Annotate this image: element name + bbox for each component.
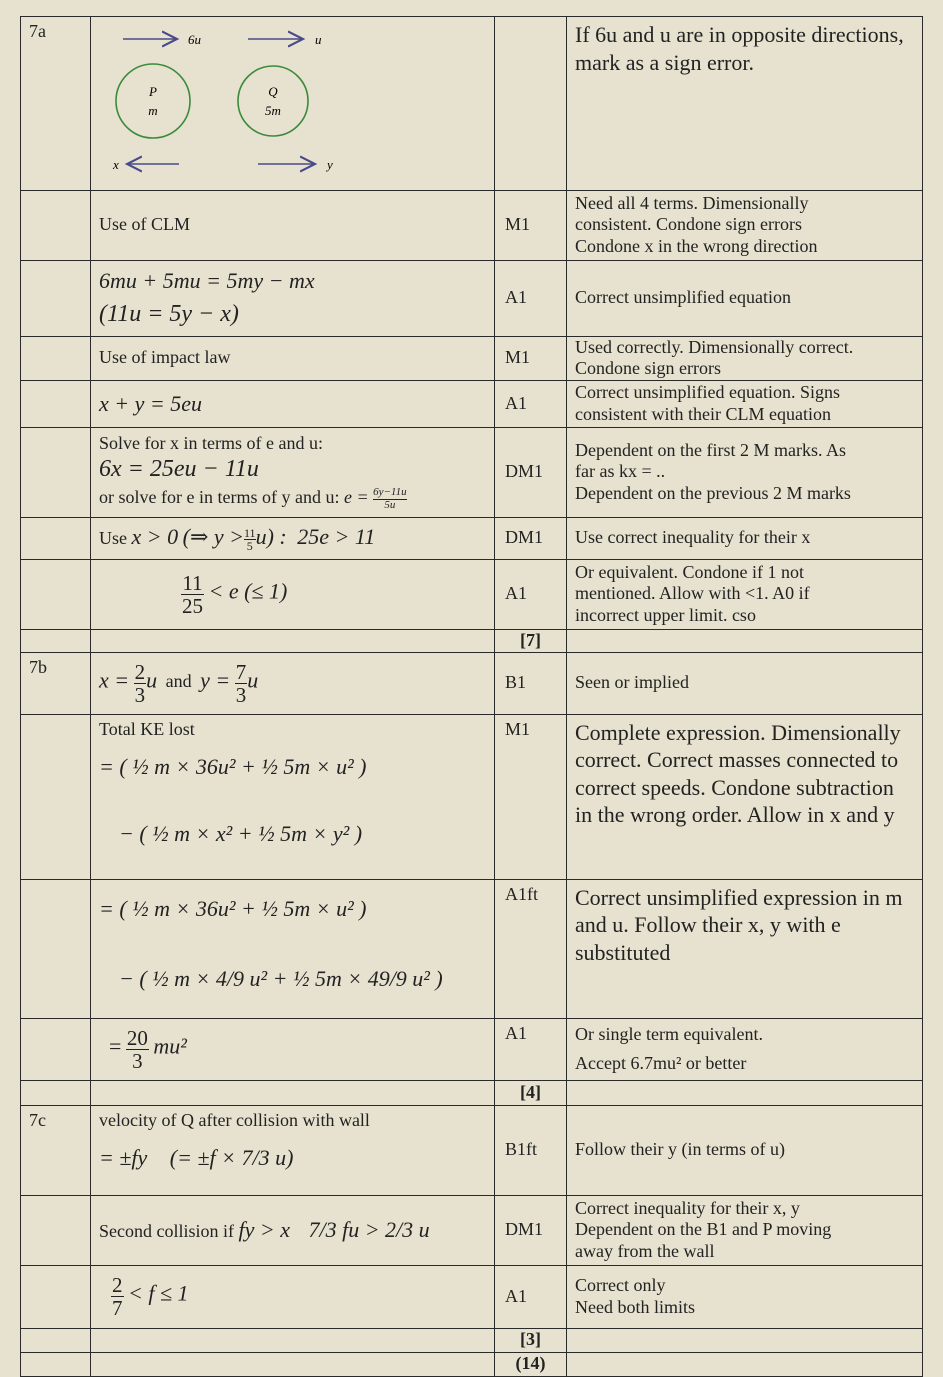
- row-7a-use-inequality: [21, 517, 923, 559]
- guidance: Correct unsimplified equation. Signs consistent with their CLM equation: [567, 380, 923, 427]
- guidance: Need all 4 terms. Dimensionally consistent. Condone sign errors Condone x in the wrong direction: [567, 190, 923, 260]
- row-7a-restitution-equation: [21, 380, 923, 427]
- mark: DM1: [495, 427, 567, 517]
- q-initial-velocity: u: [315, 32, 322, 47]
- q-final-velocity: y: [327, 157, 333, 172]
- question-label: 7a: [21, 17, 91, 191]
- row-7c-answer: [21, 1265, 923, 1328]
- row-7b-xy: [21, 652, 923, 714]
- row-7a-solve: [21, 427, 923, 517]
- row-7a-diagram: [21, 17, 923, 191]
- row-7b-answer: [21, 1018, 923, 1080]
- diagram-guidance: If 6u and u are in opposite directions, mark as a sign error.: [567, 17, 923, 191]
- velocity-cell: velocity of Q after collision with wall = ±fy (= ±f × 7/3 u): [91, 1105, 495, 1195]
- row-grand-total: [21, 1352, 923, 1376]
- particle-q-mass: 5m: [265, 103, 281, 118]
- subtotal: [3]: [495, 1328, 567, 1352]
- restitution-equation: x + y = 5eu: [99, 390, 202, 416]
- question-label: 7b: [21, 652, 91, 714]
- row-7b-total: [21, 1080, 923, 1105]
- grand-total: (14): [495, 1352, 567, 1376]
- mark: DM1: [495, 517, 567, 559]
- mark: M1: [495, 190, 567, 260]
- row-7b-ke-expression: [21, 714, 923, 879]
- solve-equation: 6x = 25eu − 11u: [99, 455, 259, 482]
- mark: B1: [495, 652, 567, 714]
- row-7a-clm-equation: [21, 260, 923, 336]
- equation-cell: [91, 260, 495, 336]
- particle-q-circle: [238, 66, 308, 136]
- mark-cell: [495, 17, 567, 191]
- p-initial-velocity: 6u: [188, 32, 201, 47]
- row-7c-velocity: [21, 1105, 923, 1195]
- guidance: Follow their y (in terms of u): [567, 1105, 923, 1195]
- guidance: Or single term equivalent. Accept 6.7mu² or better: [567, 1018, 923, 1080]
- row-7a-answer: [21, 559, 923, 629]
- guidance: Dependent on the first 2 M marks. As far as kx = .. Dependent on the previous 2 M marks: [567, 427, 923, 517]
- answer-cell: = $\frac{20}{3}$ mu²: [91, 1018, 495, 1080]
- row-7c-second-collision: [21, 1195, 923, 1265]
- guidance: Correct unsimplified equation: [567, 260, 923, 336]
- mark: A1ft: [495, 879, 567, 1018]
- mark-scheme-table: [20, 16, 923, 1377]
- mark: M1: [495, 336, 567, 380]
- collision-diagram: [91, 17, 494, 184]
- p-final-velocity: x: [113, 157, 119, 172]
- guidance: Complete expression. Dimensionally correct. Correct masses connected to correct speeds. Condone subtraction in the wrong order. Allow in x and y: [567, 714, 923, 879]
- clm-equation: 6mu + 5mu = 5my − mx: [99, 267, 315, 293]
- particle-p-name: P: [149, 84, 157, 99]
- clm-simplified: (11u = 5y − x): [99, 300, 239, 327]
- guidance: Use correct inequality for their x: [567, 517, 923, 559]
- row-7b-ke-substituted: [21, 879, 923, 1018]
- mark: A1: [495, 559, 567, 629]
- guidance: Correct only Need both limits: [567, 1265, 923, 1328]
- ke-initial: = ( ½ m × 36u² + ½ 5m × u² ): [99, 754, 367, 780]
- particle-p-circle: [116, 64, 190, 138]
- question-label: 7c: [21, 1105, 91, 1195]
- mark: A1: [495, 260, 567, 336]
- guidance: Seen or implied: [567, 652, 923, 714]
- answer-cell: $\frac{2}{7}$ < f ≤ 1: [91, 1265, 495, 1328]
- row-7c-total: [21, 1328, 923, 1352]
- row-7a-clm: [21, 190, 923, 260]
- ke-final: − ( ½ m × x² + ½ 5m × y² ): [119, 820, 363, 846]
- ke-substituted-cell: = ( ½ m × 36u² + ½ 5m × u² ) − ( ½ m × 4/9 u² + ½ 5m × 49/9 u² ): [91, 879, 495, 1018]
- xy-cell: x = $\frac{2}{3}$ u and y = $\frac{7}{3}$ u: [91, 652, 495, 714]
- solve-cell: Solve for x in terms of e and u: 6x = 25eu − 11u or solve for e in terms of y and u: e = $\frac{6y-11u}{5u}$: [91, 427, 495, 517]
- collision-diagram-cell: [91, 17, 495, 191]
- e-fraction: $\frac{6y-11u}{5u}$: [373, 486, 407, 511]
- guidance: Used correctly. Dimensionally correct. Condone sign errors: [567, 336, 923, 380]
- subtotal: [4]: [495, 1080, 567, 1105]
- answer-cell: $\frac{11}{25}$ < e (≤ 1): [91, 559, 495, 629]
- method-text: Use of CLM: [91, 190, 495, 260]
- mark: A1: [495, 380, 567, 427]
- row-7a-total: [21, 629, 923, 652]
- inequality-cell: Use x > 0 (⇒ y > $\frac{11}{5}$ u) : 25e > 11: [91, 517, 495, 559]
- guidance: Correct inequality for their x, y Dependent on the B1 and P moving away from the wall: [567, 1195, 923, 1265]
- method-text: Use of impact law: [91, 336, 495, 380]
- guidance: Or equivalent. Condone if 1 not mentioned. Allow with <1. A0 if incorrect upper limit. cso: [567, 559, 923, 629]
- subtotal: [7]: [495, 629, 567, 652]
- mark: A1: [495, 1018, 567, 1080]
- mark: DM1: [495, 1195, 567, 1265]
- guidance: Correct unsimplified expression in m and u. Follow their x, y with e substituted: [567, 879, 923, 1018]
- second-collision-cell: Second collision if fy > x 7/3 fu > 2/3 u: [91, 1195, 495, 1265]
- particle-p-mass: m: [148, 103, 158, 118]
- mark: A1: [495, 1265, 567, 1328]
- particle-q-name: Q: [268, 84, 278, 99]
- ke-cell: Total KE lost = ( ½ m × 36u² + ½ 5m × u² ) − ( ½ m × x² + ½ 5m × y² ): [91, 714, 495, 879]
- mark: B1ft: [495, 1105, 567, 1195]
- row-7a-impact-law: [21, 336, 923, 380]
- mark: M1: [495, 714, 567, 879]
